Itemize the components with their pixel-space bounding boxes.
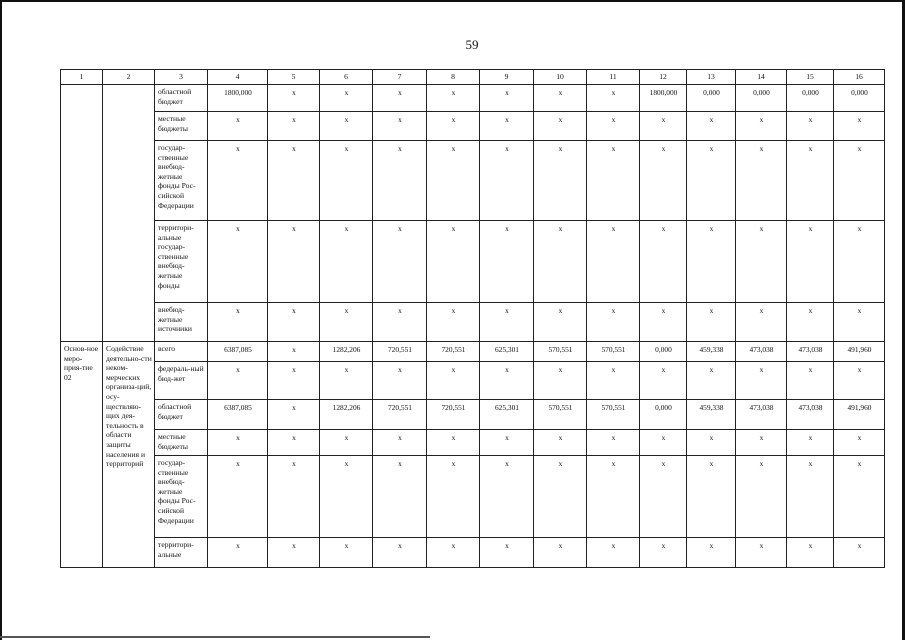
column-header: 7 (373, 70, 427, 85)
value-cell: 625,301 (480, 342, 534, 362)
value-cell: x (480, 456, 534, 538)
column-header: 9 (480, 70, 534, 85)
value-cell: x (320, 303, 373, 342)
value-cell: x (787, 303, 834, 342)
activity-description-cell (103, 342, 155, 568)
value-cell: 0,000 (687, 85, 736, 112)
column-header: 14 (736, 70, 787, 85)
value-cell: x (208, 362, 268, 400)
value-cell: x (787, 221, 834, 303)
value-cell: x (268, 221, 320, 303)
value-cell: x (534, 538, 587, 568)
value-cell: 720,551 (373, 342, 427, 362)
value-cell: x (373, 303, 427, 342)
value-cell: 459,338 (687, 342, 736, 362)
table-row (61, 85, 885, 112)
value-cell: x (736, 303, 787, 342)
table-row (61, 456, 885, 538)
value-cell: x (480, 430, 534, 456)
value-cell: x (427, 430, 480, 456)
table-row (61, 400, 885, 430)
column-header: 11 (587, 70, 640, 85)
value-cell: x (534, 85, 587, 112)
value-cell: x (787, 362, 834, 400)
value-cell: x (687, 221, 736, 303)
column-header: 5 (268, 70, 320, 85)
value-cell: x (427, 112, 480, 141)
value-cell: x (427, 362, 480, 400)
value-cell: x (268, 400, 320, 430)
value-cell: x (427, 538, 480, 568)
value-cell: x (587, 303, 640, 342)
value-cell: 1800,000 (208, 85, 268, 112)
column-header: 10 (534, 70, 587, 85)
value-cell: 491,960 (834, 342, 885, 362)
funding-source: областной бюджет (155, 400, 208, 430)
scan-edge-left (0, 0, 2, 640)
value-cell: x (268, 362, 320, 400)
value-cell: x (640, 430, 687, 456)
value-cell: x (480, 85, 534, 112)
funding-source: государ-ственные внебюд-жетные фонды Рос-сийской Федерации (155, 456, 208, 538)
funding-source: территори-альные (155, 538, 208, 568)
value-cell: x (736, 430, 787, 456)
value-cell: x (787, 141, 834, 221)
value-cell: x (534, 303, 587, 342)
value-cell: 1282,206 (320, 342, 373, 362)
value-cell: x (208, 430, 268, 456)
activity-description: Содействие деятельно-сти неком-мерческих организа-ций, осу-ществляю-щих дея-тельность в области защиты населения и территорий (106, 344, 152, 469)
scan-edge-top (0, 0, 905, 2)
column-header: 4 (208, 70, 268, 85)
value-cell: x (427, 303, 480, 342)
value-cell: x (534, 141, 587, 221)
value-cell: x (834, 112, 885, 141)
value-cell: 0,000 (834, 85, 885, 112)
value-cell: x (373, 85, 427, 112)
value-cell: x (587, 362, 640, 400)
value-cell: x (834, 456, 885, 538)
table-row (61, 221, 885, 303)
table-row (61, 112, 885, 141)
value-cell: x (320, 362, 373, 400)
value-cell: x (640, 221, 687, 303)
value-cell: x (687, 141, 736, 221)
value-cell: x (373, 456, 427, 538)
table-row (61, 303, 885, 342)
table-row (61, 342, 885, 362)
value-cell: 0,000 (736, 85, 787, 112)
value-cell: x (373, 112, 427, 141)
column-header: 13 (687, 70, 736, 85)
value-cell: x (320, 538, 373, 568)
value-cell: x (787, 112, 834, 141)
value-cell: x (320, 112, 373, 141)
value-cell: 459,338 (687, 400, 736, 430)
value-cell: x (373, 538, 427, 568)
value-cell: x (268, 85, 320, 112)
activity-type-cell (61, 342, 103, 568)
funding-source: местные бюджеты (155, 430, 208, 456)
value-cell: x (834, 141, 885, 221)
value-cell: x (268, 456, 320, 538)
funding-source: внебюд-жетные источники (155, 303, 208, 342)
value-cell: 720,551 (427, 400, 480, 430)
value-cell: 0,000 (640, 400, 687, 430)
column-header: 6 (320, 70, 373, 85)
funding-source: государ-ственные внебюд-жетные фонды Рос-сийской Федерации (155, 141, 208, 221)
value-cell: 473,038 (787, 342, 834, 362)
funding-source: территори-альные государ-ственные внебюд-жетные фонды (155, 221, 208, 303)
value-cell: x (687, 362, 736, 400)
value-cell: x (268, 141, 320, 221)
value-cell: 720,551 (427, 342, 480, 362)
funding-source: федераль-ный бюд-жет (155, 362, 208, 400)
value-cell: x (834, 538, 885, 568)
value-cell: x (587, 112, 640, 141)
value-cell: x (427, 456, 480, 538)
column-header: 12 (640, 70, 687, 85)
value-cell: x (320, 456, 373, 538)
value-cell: x (480, 141, 534, 221)
value-cell: x (587, 221, 640, 303)
value-cell: x (480, 362, 534, 400)
value-cell: x (587, 141, 640, 221)
column-header: 2 (103, 70, 155, 85)
scan-edge-bottom (0, 636, 430, 638)
value-cell: x (480, 303, 534, 342)
value-cell: x (787, 456, 834, 538)
value-cell: x (320, 430, 373, 456)
value-cell: x (736, 112, 787, 141)
value-cell: x (427, 221, 480, 303)
value-cell: 491,960 (834, 400, 885, 430)
value-cell: x (320, 141, 373, 221)
value-cell: x (640, 538, 687, 568)
value-cell: x (587, 538, 640, 568)
activity-type-cell-continued (61, 85, 103, 342)
value-cell: x (787, 430, 834, 456)
value-cell: x (834, 221, 885, 303)
value-cell: x (320, 85, 373, 112)
value-cell: x (208, 141, 268, 221)
value-cell: x (480, 538, 534, 568)
column-header: 16 (834, 70, 885, 85)
activity-type: Основ-ное меро-прия-тие 02 (64, 344, 99, 382)
value-cell: x (534, 430, 587, 456)
value-cell: 473,038 (787, 400, 834, 430)
value-cell: x (534, 221, 587, 303)
value-cell: x (736, 456, 787, 538)
value-cell: x (640, 112, 687, 141)
value-cell: x (268, 538, 320, 568)
column-number-row (61, 70, 885, 85)
value-cell: 473,038 (736, 342, 787, 362)
value-cell: 473,038 (736, 400, 787, 430)
value-cell: x (587, 85, 640, 112)
value-cell: 570,551 (534, 342, 587, 362)
value-cell: x (208, 303, 268, 342)
funding-source: местные бюджеты (155, 112, 208, 141)
activity-description-cell-continued (103, 85, 155, 342)
table-row (61, 362, 885, 400)
value-cell: 6387,085 (208, 342, 268, 362)
budget-table (60, 69, 885, 568)
value-cell: x (534, 456, 587, 538)
table-row (61, 430, 885, 456)
value-cell: x (268, 430, 320, 456)
value-cell: x (687, 303, 736, 342)
value-cell: x (640, 303, 687, 342)
value-cell: x (373, 141, 427, 221)
value-cell: x (268, 303, 320, 342)
value-cell: 6387,085 (208, 400, 268, 430)
value-cell: x (640, 362, 687, 400)
value-cell: x (480, 112, 534, 141)
column-header: 8 (427, 70, 480, 85)
value-cell: 1282,206 (320, 400, 373, 430)
value-cell: x (736, 221, 787, 303)
value-cell: x (268, 112, 320, 141)
value-cell: 0,000 (787, 85, 834, 112)
column-header: 15 (787, 70, 834, 85)
value-cell: x (587, 456, 640, 538)
value-cell: x (480, 221, 534, 303)
value-cell: x (373, 221, 427, 303)
column-header: 1 (61, 70, 103, 85)
value-cell: x (687, 538, 736, 568)
value-cell: x (687, 456, 736, 538)
value-cell: x (834, 430, 885, 456)
value-cell: 720,551 (373, 400, 427, 430)
value-cell: x (640, 141, 687, 221)
value-cell: x (736, 141, 787, 221)
value-cell: x (373, 362, 427, 400)
value-cell: x (268, 342, 320, 362)
value-cell: 570,551 (534, 400, 587, 430)
value-cell: x (427, 85, 480, 112)
value-cell: 625,301 (480, 400, 534, 430)
value-cell: x (427, 141, 480, 221)
value-cell: x (208, 538, 268, 568)
value-cell: x (834, 362, 885, 400)
value-cell: x (373, 430, 427, 456)
value-cell: x (208, 112, 268, 141)
value-cell: x (640, 456, 687, 538)
column-header: 3 (155, 70, 208, 85)
value-cell: 1800,000 (640, 85, 687, 112)
value-cell: x (736, 538, 787, 568)
value-cell: 0,000 (640, 342, 687, 362)
value-cell: x (208, 221, 268, 303)
page-number: 59 (465, 37, 479, 52)
value-cell: x (534, 112, 587, 141)
table-row (61, 141, 885, 221)
table-row (61, 538, 885, 568)
value-cell: x (208, 456, 268, 538)
value-cell: 570,551 (587, 400, 640, 430)
value-cell: x (687, 112, 736, 141)
funding-source: всего (155, 342, 208, 362)
value-cell: x (320, 221, 373, 303)
value-cell: x (587, 430, 640, 456)
value-cell: x (736, 362, 787, 400)
value-cell: 570,551 (587, 342, 640, 362)
value-cell: x (687, 430, 736, 456)
value-cell: x (787, 538, 834, 568)
value-cell: x (834, 303, 885, 342)
funding-source: областной бюджет (155, 85, 208, 112)
value-cell: x (534, 362, 587, 400)
